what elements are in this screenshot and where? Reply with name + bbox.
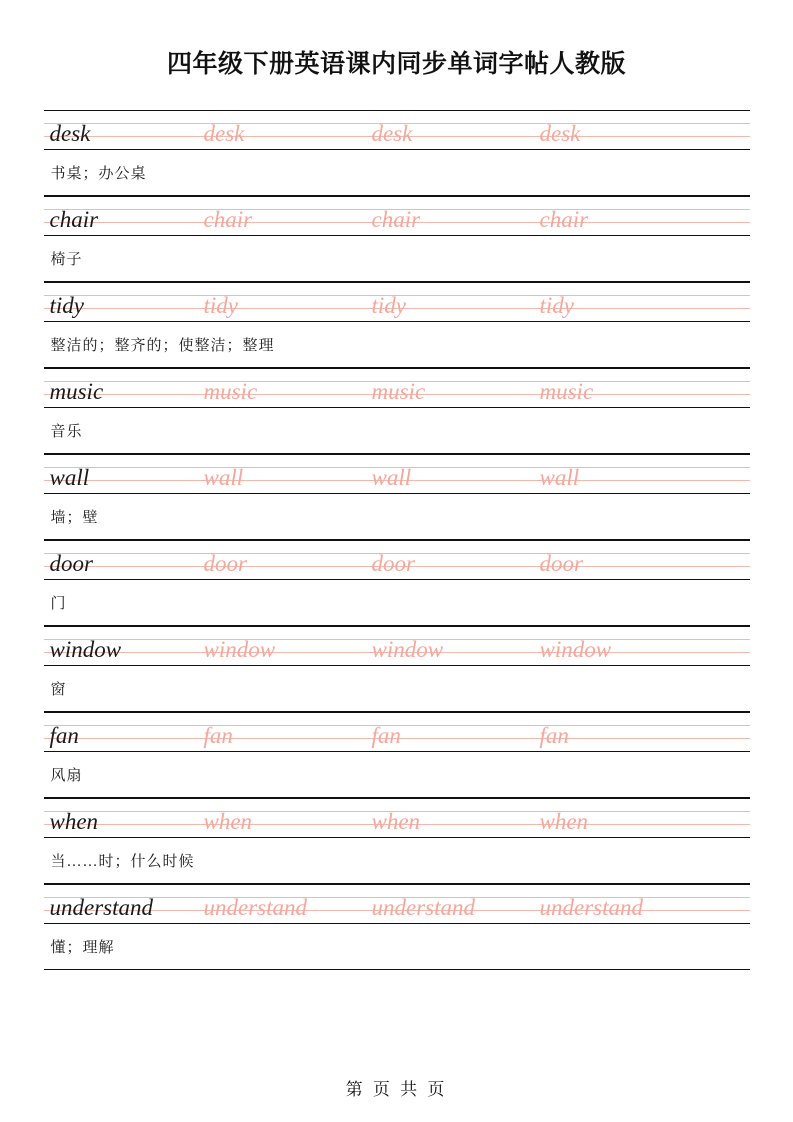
meaning-row (44, 236, 750, 282)
word-trace-3: desk (539, 120, 581, 146)
meaning-row (44, 752, 750, 798)
word-meaning: 书桌；办公桌 (50, 166, 147, 182)
word-model: when (49, 808, 99, 834)
word-model: music (49, 378, 104, 404)
staff-words (44, 798, 750, 838)
word-trace-3: door (539, 550, 583, 576)
staff-words (44, 884, 750, 924)
word-trace-2: tidy (371, 292, 406, 318)
word-meaning: 整洁的；整齐的；使整洁；整理 (50, 338, 275, 354)
word-trace-3: fan (539, 722, 569, 748)
staff-words (44, 626, 750, 666)
word-trace-2: desk (371, 120, 413, 146)
handwriting-staff (44, 282, 750, 322)
meaning-row (44, 666, 750, 712)
word-entry (44, 282, 750, 368)
meaning-row (44, 322, 750, 368)
word-trace-3: chair (539, 206, 589, 232)
word-trace-1: chair (203, 206, 253, 232)
staff-words (44, 712, 750, 752)
word-entry (44, 368, 750, 454)
meaning-row (44, 150, 750, 196)
word-trace-1: desk (203, 120, 245, 146)
handwriting-staff (44, 798, 750, 838)
word-trace-1: door (203, 550, 247, 576)
handwriting-staff (44, 110, 750, 150)
word-model: fan (49, 722, 79, 748)
staff-words (44, 540, 750, 580)
word-trace-3: when (539, 808, 589, 834)
word-trace-3: music (539, 378, 594, 404)
word-trace-1: tidy (203, 292, 238, 318)
word-trace-3: window (539, 636, 612, 662)
staff-words (44, 368, 750, 408)
word-trace-3: wall (539, 464, 580, 490)
word-practice-sheet (44, 80, 750, 970)
staff-words (44, 454, 750, 494)
word-entry (44, 884, 750, 970)
meaning-row (44, 838, 750, 884)
handwriting-staff (44, 540, 750, 580)
word-entry (44, 196, 750, 282)
word-meaning: 风扇 (50, 768, 83, 784)
word-trace-1: window (203, 636, 276, 662)
word-meaning: 窗 (50, 682, 67, 698)
meaning-row (44, 408, 750, 454)
word-model: desk (49, 120, 91, 146)
handwriting-staff (44, 626, 750, 666)
handwriting-staff (44, 368, 750, 408)
word-trace-2: fan (371, 722, 401, 748)
handwriting-staff (44, 196, 750, 236)
word-trace-3: tidy (539, 292, 574, 318)
word-trace-1: wall (203, 464, 244, 490)
handwriting-staff (44, 884, 750, 924)
word-trace-3: understand (539, 894, 643, 920)
word-entry (44, 626, 750, 712)
word-model: wall (49, 464, 90, 490)
meaning-row (44, 580, 750, 626)
staff-words (44, 282, 750, 322)
meaning-row (44, 924, 750, 970)
staff-words (44, 110, 750, 150)
word-model: understand (49, 894, 153, 920)
handwriting-staff (44, 454, 750, 494)
word-trace-2: understand (371, 894, 475, 920)
word-meaning: 懂；理解 (50, 940, 115, 956)
word-trace-1: understand (203, 894, 307, 920)
word-trace-2: wall (371, 464, 412, 490)
word-trace-1: music (203, 378, 258, 404)
word-trace-2: window (371, 636, 444, 662)
word-model: door (49, 550, 93, 576)
word-trace-1: when (203, 808, 253, 834)
word-trace-2: door (371, 550, 415, 576)
word-meaning: 门 (50, 596, 67, 612)
word-meaning: 当……时；什么时候 (50, 854, 195, 870)
word-meaning: 墙；壁 (50, 510, 99, 526)
word-model: window (49, 636, 122, 662)
word-entry (44, 110, 750, 196)
word-trace-2: when (371, 808, 421, 834)
page-footer: 第 页 共 页 (345, 1080, 448, 1099)
page-title: 四年级下册英语课内同步单词字帖人教版 (166, 50, 626, 78)
word-trace-1: fan (203, 722, 233, 748)
word-entry (44, 712, 750, 798)
handwriting-staff (44, 712, 750, 752)
word-trace-2: music (371, 378, 426, 404)
word-model: tidy (49, 292, 84, 318)
meaning-row (44, 494, 750, 540)
word-meaning: 音乐 (50, 424, 83, 440)
word-trace-2: chair (371, 206, 421, 232)
word-entry (44, 540, 750, 626)
word-model: chair (49, 206, 99, 232)
staff-words (44, 196, 750, 236)
word-entry (44, 798, 750, 884)
word-entry (44, 454, 750, 540)
word-meaning: 椅子 (50, 252, 83, 268)
